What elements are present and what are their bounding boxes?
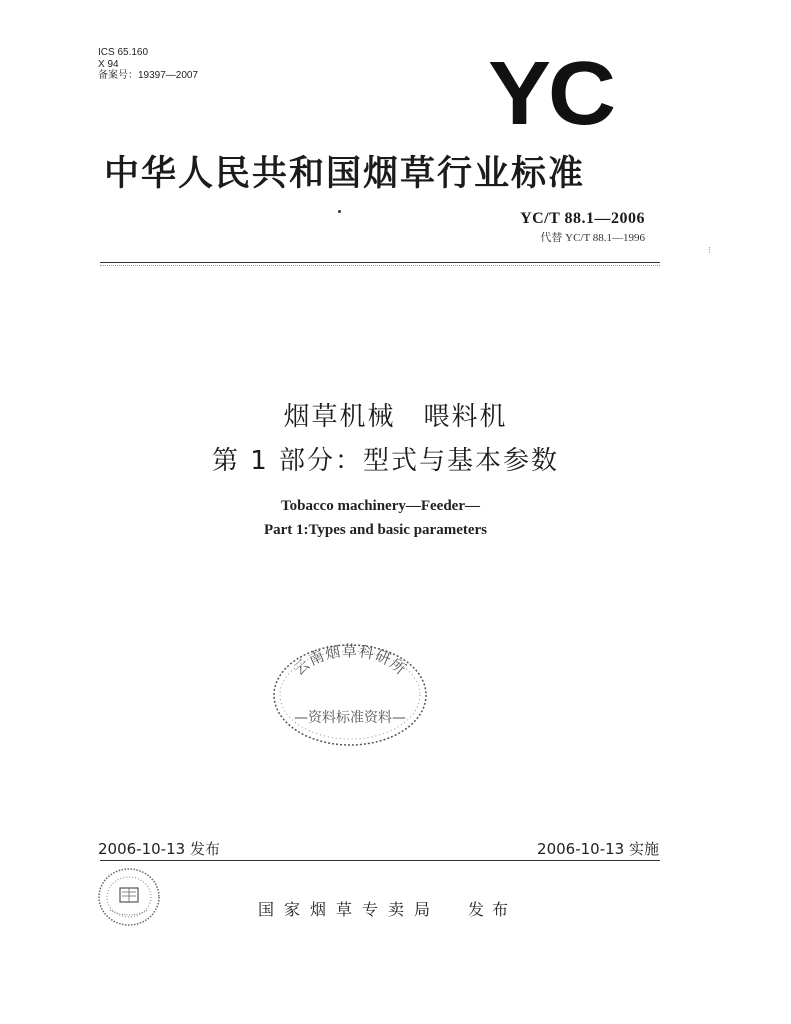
- publisher-seal-icon: [96, 866, 162, 932]
- replaces-number: 代替 YC/T 88.1—1996: [540, 232, 645, 244]
- header-divider-shadow: [100, 265, 660, 266]
- ics-code: ICS 65.160: [98, 47, 149, 58]
- header-meta: [98, 47, 198, 82]
- classification-code: X 94: [98, 58, 119, 70]
- standard-code-block: [520, 210, 645, 245]
- title-cn-line2: 第 1 部分：型式与基本参数: [211, 446, 560, 476]
- library-stamp: [270, 640, 430, 754]
- record-number: 备案号：19397—2007: [98, 70, 199, 81]
- yc-logo: YC: [488, 44, 613, 144]
- standard-type-title: 中华人民共和国烟草行业标准: [104, 154, 586, 194]
- header-divider: [100, 262, 660, 263]
- footer-divider: [100, 860, 660, 861]
- title-cn-line1: 烟草机械 喂料机: [283, 402, 508, 432]
- margin-mark: ⁝: [708, 246, 711, 256]
- stamp-bottom-text: —资料标准资料—: [294, 710, 406, 726]
- publisher-name: 国家烟草专卖局: [258, 900, 441, 919]
- stamp-top-text: 云南烟草科研所: [289, 642, 411, 679]
- issue-date: 2006-10-13 发布: [98, 840, 220, 858]
- speck: [338, 210, 341, 213]
- publish-label: 发布: [468, 900, 517, 919]
- title-en-line2: Part 1:Types and basic parameters: [263, 522, 488, 538]
- standard-number: YC/T 88.1—2006: [520, 210, 645, 227]
- title-en-line1: Tobacco machinery—Feeder—: [281, 498, 480, 514]
- implementation-date: 2006-10-13 实施: [537, 840, 659, 858]
